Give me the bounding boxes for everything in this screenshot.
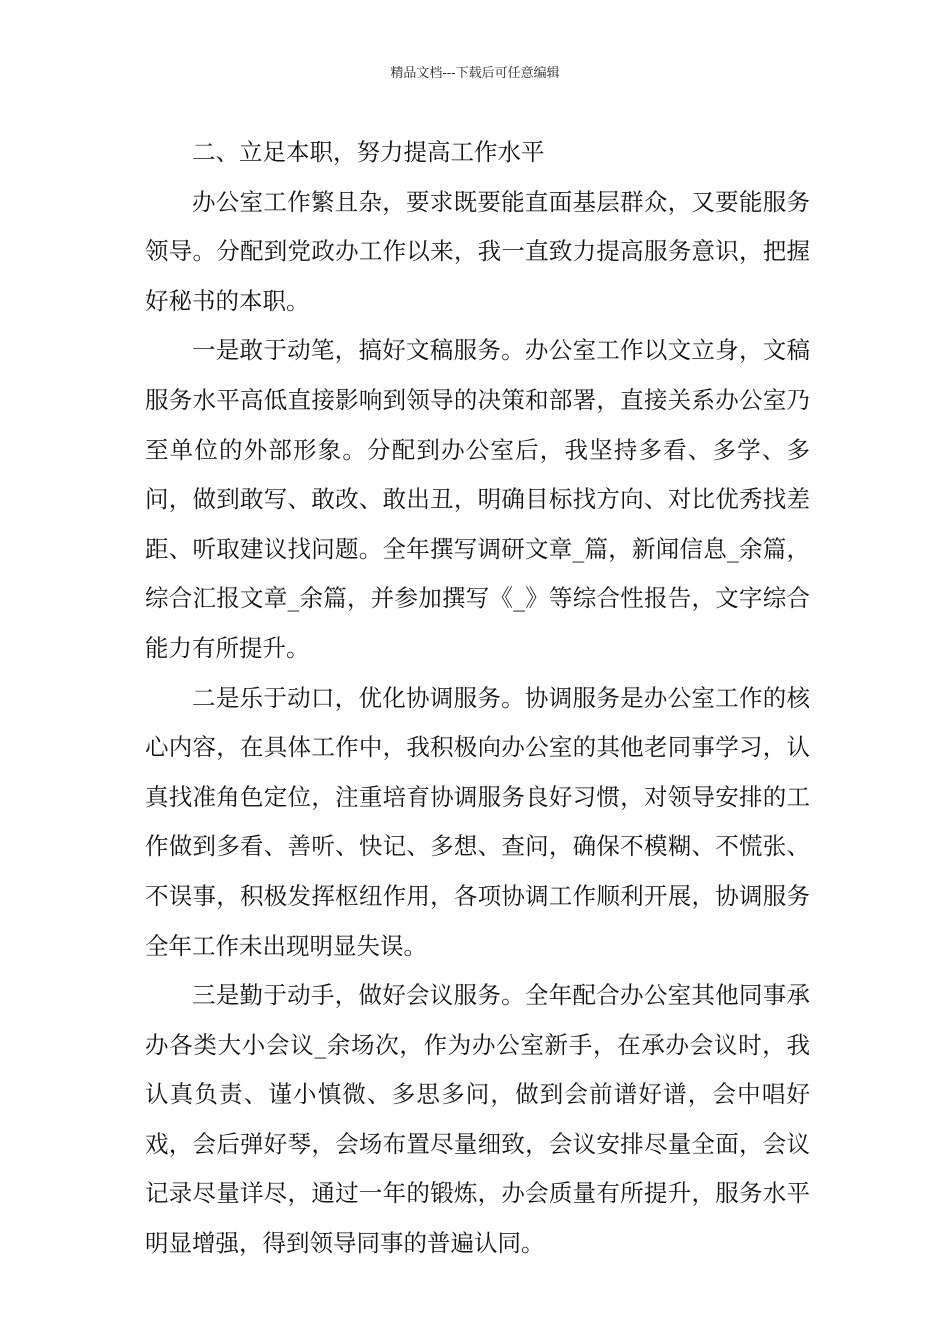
paragraph-coordination-service: 二是乐于动口，优化协调服务。协调服务是办公室工作的核心内容，在具体工作中，我积极向办公室的其他老同事学习，认真找准角色定位，注重培育协调服务良好习惯，对领导安排的工作做到多看、善听、快记、多想、查问，确保不模糊、不慌张、不误事，积极发挥枢纽作用，各项协调工作顺利开展，协调服务全年工作未出现明显失误。 [145,683,810,960]
section-heading: 二、立足本职，努力提高工作水平 [192,138,545,166]
paragraph-writing-service: 一是敢于动笔，搞好文稿服务。办公室工作以文立身，文稿服务水平高低直接影响到领导的决策和部署，直接关系办公室乃至单位的外部形象。分配到办公室后，我坚持多看、多学、多问，做到敢写、敢改、敢出丑，明确目标找方向、对比优秀找差距、听取建议找问题。全年撰写调研文章_篇，新闻信息_余篇，综合汇报文章_余篇，并参加撰写《_》等综合性报告，文字综合能力有所提升。 [145,336,810,662]
document-body [145,128,810,1269]
paragraph-intro: 办公室工作繁且杂，要求既要能直面基层群众，又要能服务领导。分配到党政办工作以来，我一直致力提高服务意识，把握好秘书的本职。 [145,187,810,315]
page-header: 精品文档---下载后可任意编辑 [390,66,560,81]
paragraph-meeting-service: 三是勤于动手，做好会议服务。全年配合办公室其他同事承办各类大小会议_余场次，作为办公室新手，在承办会议时，我认真负责、谨小慎微、多思多问，做到会前谱好谱，会中唱好戏，会后弹好琴，会场布置尽量细致，会议安排尽量全面，会议记录尽量详尽，通过一年的锻炼，办会质量有所提升，服务水平明显增强，得到领导同事的普遍认同。 [145,981,810,1258]
